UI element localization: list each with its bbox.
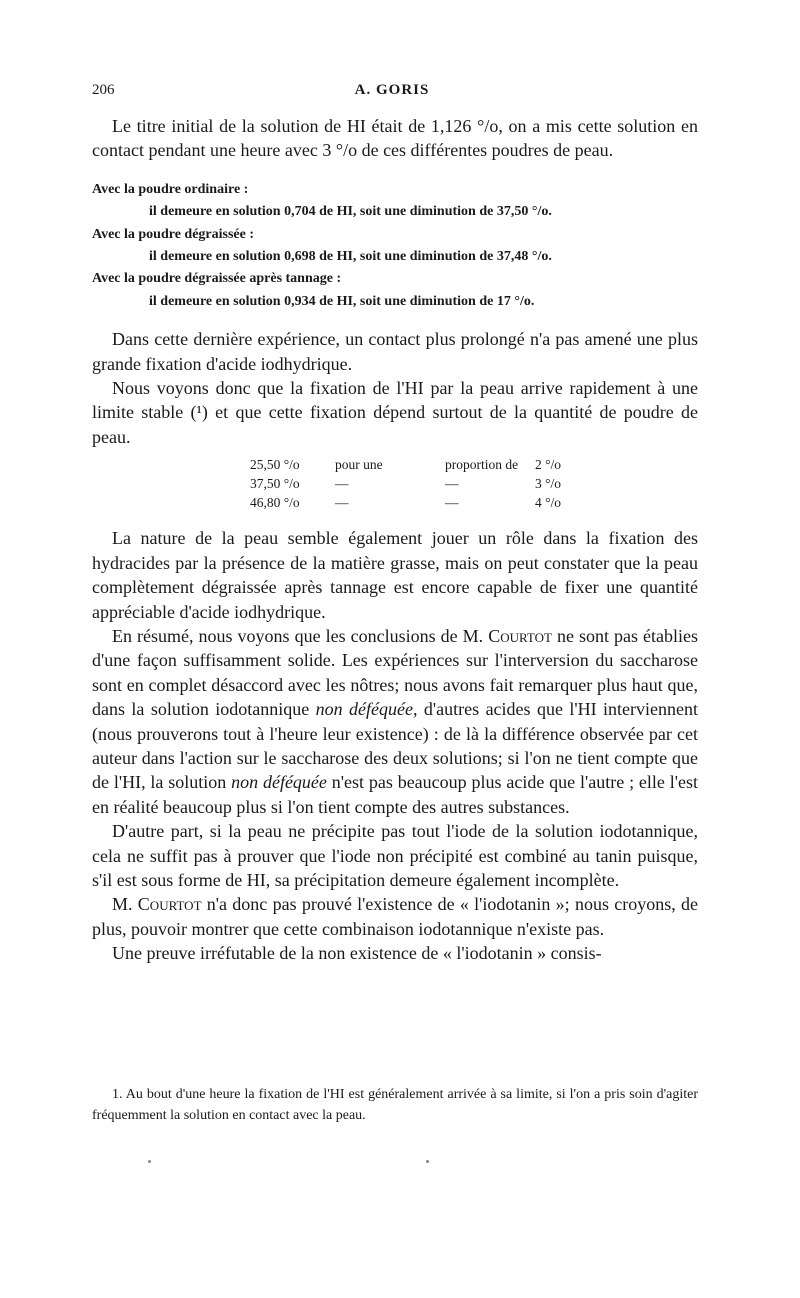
measurement-item [92,224,698,269]
table-cell-text: — [335,495,349,511]
proportion-table [250,455,698,512]
print-speck [426,1160,429,1163]
table-cell-proportion: 3 °/o [535,476,562,492]
italic-term: non déféquée [315,699,414,720]
paragraph-proof: Une preuve irréfutable de la non existence de « l'iodotanin » consis- [112,943,602,964]
paragraph-nature: La nature de la peau semble également jouer un rôle dans la fixation des hydracides par la présence de la matière grasse, mais on peut constater que la peau complètement dégraissée après tannage est encore capable de fixer une quantité appréciable d'acide iodhydrique. [92,528,698,622]
running-head: A. GORIS [354,82,430,98]
measurement-item [92,179,698,224]
measurement-detail: il demeure en solution 0,934 de HI, soit une diminution de 17 °/o. [149,293,535,309]
table-row [250,493,698,512]
italic-term: non déféquée [231,772,327,793]
measurement-detail: il demeure en solution 0,698 de HI, soit une diminution de 37,48 °/o. [149,249,552,265]
author-name: Courtot [137,894,202,915]
measurement-label: Avec la poudre ordinaire : [92,181,249,197]
table-cell-text: — [335,476,349,492]
paragraph-experiment: Dans cette dernière expérience, un contact plus prolongé n'a pas amené une plus grande fixation d'acide iodhydrique. [92,329,698,374]
paragraph-precipitation: D'autre part, si la peau ne précipite pas tout l'iode de la solution iodotannique, cela ne suffit pas à prouver que l'iode non précipité est combiné au tanin puisque, s'il est sous forme de HI, sa précipitation demeure également incomplète. [92,821,698,890]
table-cell-text: proportion de [445,457,519,473]
measurement-detail: il demeure en solution 0,704 de HI, soit une diminution de 37,50 °/o. [149,204,552,220]
paragraph-conclusion: Nous voyons donc que la fixation de l'HI par la peau arrive rapidement à une limite stable (¹) et que cette fixation dépend surtout de la quantité de poudre de peau. [92,378,698,447]
table-cell-proportion: 4 °/o [535,495,562,511]
page-header [92,82,692,104]
measurement-label: Avec la poudre dégraissée après tannage : [92,271,342,287]
measurement-list [92,179,698,313]
paragraph-courtot: M. Courtot n'a donc pas prouvé l'existence de « l'iodotanin »; nous croyons, de plus, pouvoir montrer que cette combinaison iodotannique n'existe pas. [92,894,698,939]
page-number: 206 [92,82,115,98]
table-cell-text: pour une [335,457,383,473]
table-cell-value: 37,50 °/o [250,476,300,492]
footnote: 1. Au bout d'une heure la fixation de l'HI est généralement arrivée à sa limite, si l'on a pris soin d'agiter fréquemment la solution en contact avec la peau. [92,1087,698,1123]
table-cell-text: — [445,495,459,511]
table-row [250,474,698,493]
measurement-label: Avec la poudre dégraissée : [92,226,255,242]
page-body [92,114,698,966]
table-row [250,455,698,474]
table-cell-proportion: 2 °/o [535,457,562,473]
table-cell-value: 25,50 °/o [250,457,300,473]
print-speck [148,1160,151,1163]
measurement-item [92,268,698,313]
table-cell-value: 46,80 °/o [250,495,300,511]
table-cell-text: — [445,476,459,492]
paragraph-intro: Le titre initial de la solution de HI était de 1,126 °/o, on a mis cette solution en contact pendant une heure avec 3 °/o de ces différentes poudres de peau. [92,116,698,161]
author-name: Courtot [488,625,552,646]
paragraph-summary: En résumé, nous voyons que les conclusions de M. Courtot ne sont pas établies d'une façon suffisamment solide. Les expériences sur l'interversion du saccharose sont en complet désaccord avec les nôtres; nous avons fait remarquer plus haut que, dans la solution iodotannique non déféquée, d'autres acides que l'HI interviennent (nous prouverons tout à l'heure leur existence) : de là la différence observée par cet auteur dans l'action sur le saccharose des deux solutions; si l'on ne tient compte que de l'HI, la solution non déféquée n'est pas beaucoup plus acide que l'autre ; elle l'est en réalité beaucoup plus si l'on tient compte des autres substances. [92,625,698,817]
